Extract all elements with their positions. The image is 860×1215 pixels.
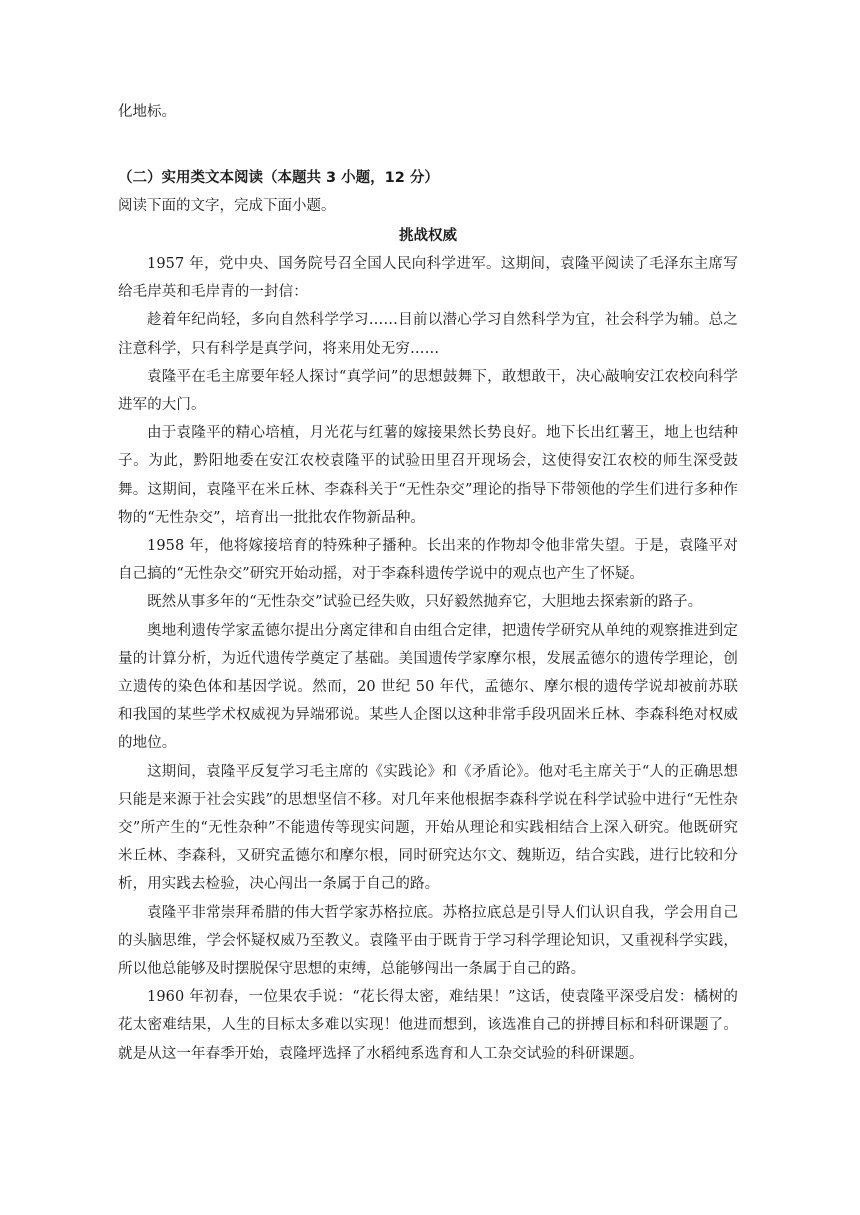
paragraph: 既然从事多年的“无性杂交”试验已经失败，只好毅然抛弃它，大胆地去探索新的路子。: [147, 594, 703, 611]
paragraph: 袁隆平非常崇拜希腊的伟大哲学家苏格拉底。苏格拉底总是引导人们认识自我，学会用自己的头脑思维，学会怀疑权威乃至教义。袁隆平由于既肯于学习科学理论知识，又重视科学实践，所以他总能够及时摆脱保守思想的束缚，总能够闯出一条属于自己的路。: [118, 904, 738, 978]
paragraph: 1957 年，党中央、国务院号召全国人民向科学进军。这期间，袁隆平阅读了毛泽东主席写给毛岸英和毛岸青的一封信：: [118, 256, 738, 301]
paragraph: 趁着年纪尚轻，多向自然科学学习……目前以潜心学习自然科学为宜，社会科学为辅。总之注意科学，只有科学是真学问，将来用处无穷……: [118, 312, 738, 357]
paragraph: 1960 年初春，一位果农手说：“花长得太密，难结果！”这话，使袁隆平深受启发：橘树的花太密难结果，人生的目标太多难以实现！他进而想到，该选准自己的拼搏目标和科研课题了。就是从这一年春季开始，袁隆坪选择了水稻纯系选育和人工杂交试验的科研课题。: [118, 989, 738, 1062]
reading-instruction: 阅读下面的文字，完成下面小题。: [118, 198, 336, 214]
section-heading: （二）实用类文本阅读（本题共 3 小题，12 分）: [118, 170, 439, 186]
paragraph: 奥地利遗传学家孟德尔提出分离定律和自由组合定律，把遗传学研究从单纯的观察推进到定量的计算分析，为近代遗传学奠定了基础。美国遗传学家摩尔根，发展孟德尔的遗传学理论，创立遗传的染色体和基因学说。然而，20 世纪 50 年代，孟德尔、摩尔根的遗传学说却被前苏联和我国的某些学术权威视为异端邪说。某些人企图以这种非常手段巩固米丘林、李森科绝对权威的地位。: [118, 622, 738, 752]
carryover-text: 化地标。: [118, 104, 176, 120]
document-body: [118, 98, 738, 1068]
paragraph: 由于袁隆平的精心培植，月光花与红薯的嫁接果然长势良好。地下长出红薯王，地上也结种子。为此，黔阳地委在安江农校袁隆平的试验田里召开现场会，这使得安江农校的师生深受鼓舞。这期间，袁隆平在米丘林、李森科关于“无性杂交”理论的指导下带领他的学生们进行多种作物的“无性杂交”，培育出一批批农作物新品种。: [118, 425, 738, 526]
paragraph: 袁隆平在毛主席要年轻人探讨“真学问”的思想鼓舞下，敢想敢干，决心敲响安江农校向科学进军的大门。: [118, 368, 738, 414]
paragraph: 1958 年，他将嫁接培育的特殊种子播种。长出来的作物却令他非常失望。于是，袁隆平对自己搞的“无性杂交”研究开始动摇，对于李森科遗传学说中的观点也产生了怀疑。: [118, 538, 738, 583]
paragraph: 这期间，袁隆平反复学习毛主席的《实践论》和《矛盾论》。他对毛主席关于“人的正确思想只能是来源于社会实践”的思想坚信不移。对几年来他根据李森科学说在科学试验中进行“无性杂交”所产生的“无性杂种”不能遗传等现实问题，开始从理论和实践相结合上深入研究。他既研究米丘林、李森科，又研究孟德尔和摩尔根，同时研究达尔文、魏斯迈，结合实践，进行比较和分析，用实践去检验，决心闯出一条属于自己的路。: [118, 763, 738, 893]
article-title: 挑战权威: [399, 228, 457, 244]
